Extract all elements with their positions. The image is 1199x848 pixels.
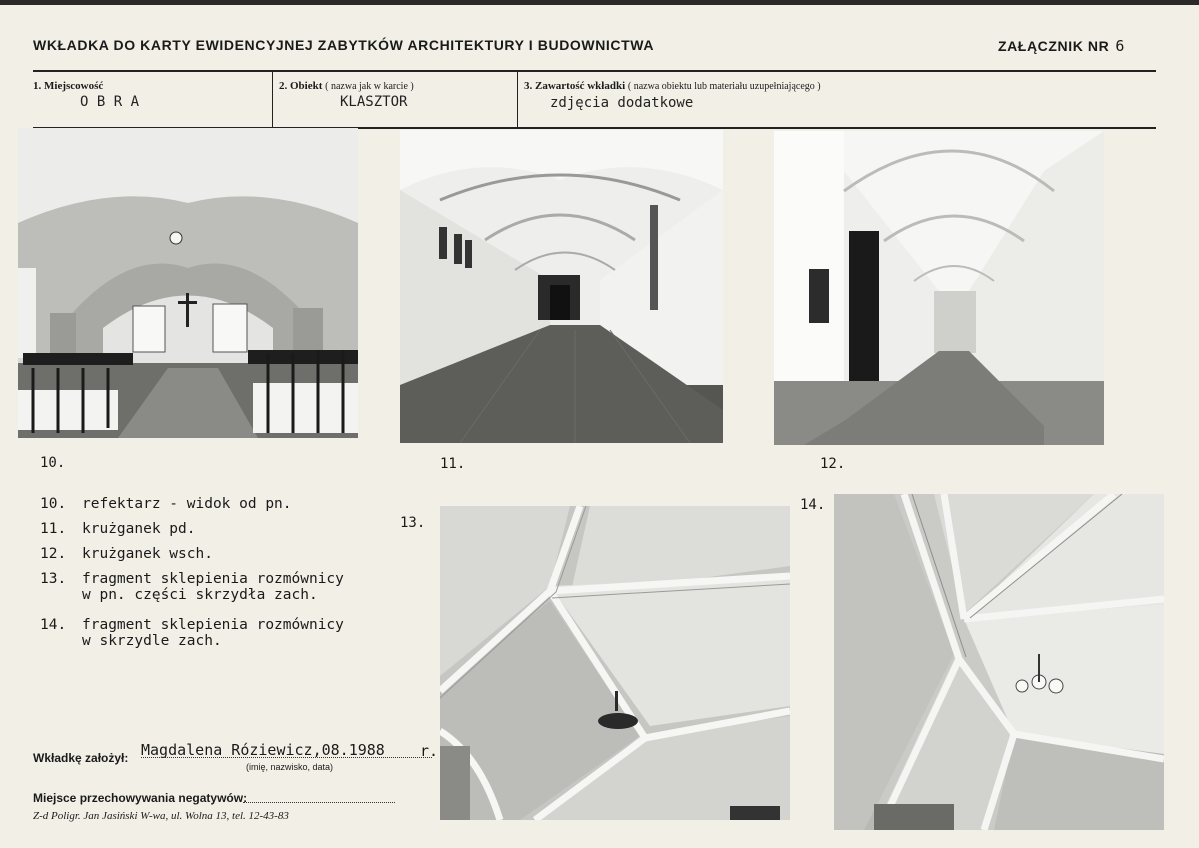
caption-13 — [40, 571, 344, 603]
caption-14 — [40, 617, 344, 649]
divider-top — [33, 70, 1156, 72]
photo-11-number: 11. — [440, 456, 466, 472]
top-border — [0, 0, 1199, 5]
caption-10-text: refektarz - widok od pn. — [82, 496, 292, 512]
caption-13-text-line1: fragment sklepienia rozmównicy — [82, 571, 344, 587]
author-year-suffix: r. — [420, 742, 439, 760]
photo-13-vault-fragment — [440, 506, 790, 820]
caption-11-number: 11. — [40, 521, 67, 537]
author-label: Wkładkę założył: — [33, 751, 129, 765]
field-locality-label: 1. Miejscowość — [33, 80, 104, 92]
caption-14-text-line2: w skrzydle zach. — [82, 633, 222, 649]
field-object-hint: ( nazwa jak w karcie ) — [325, 81, 414, 92]
photo-12-east-cloister — [774, 131, 1104, 445]
photo-14-vault-fragment — [834, 494, 1164, 830]
caption-12-number: 12. — [40, 546, 67, 562]
annex-number: 6 — [1115, 37, 1125, 55]
caption-10 — [40, 496, 292, 512]
negatives-dotted-line — [243, 802, 395, 803]
annex-label-text: ZAŁĄCZNIK NR — [997, 38, 1110, 54]
author-value: Magdalena Róziewicz,08.1988 — [141, 741, 385, 759]
caption-13-text-line2: w pn. części skrzydła zach. — [82, 587, 318, 603]
photo-14-number: 14. — [800, 497, 826, 513]
photo-10-refectory — [18, 128, 358, 438]
annex-label — [998, 37, 1125, 55]
caption-11 — [40, 521, 196, 537]
field-content-label-text: 3. Zawartość wkładki — [524, 80, 626, 92]
field-object-value: KLASZTOR — [340, 94, 408, 110]
caption-12 — [40, 546, 213, 562]
field-object-label-text: 2. Obiekt — [279, 80, 323, 92]
field-divider-2 — [517, 71, 518, 128]
printer-imprint: Z-d Poligr. Jan Jasiński W-wa, ul. Wolna 13, tel. 12-43-83 — [33, 810, 289, 822]
author-dotted-line — [141, 757, 432, 758]
photo-13-number: 13. — [400, 515, 426, 531]
field-object-label — [279, 80, 414, 92]
author-hint: (imię, nazwisko, data) — [246, 762, 334, 772]
photo-11-south-cloister — [400, 130, 723, 443]
field-content-value: zdjęcia dodatkowe — [550, 95, 694, 111]
caption-14-text-line1: fragment sklepienia rozmównicy — [82, 617, 344, 633]
field-divider-1 — [272, 71, 273, 128]
field-content-hint: ( nazwa obiektu lub materiału uzupełniającego ) — [627, 81, 821, 92]
negatives-label: Miejsce przechowywania negatywów: — [33, 791, 248, 805]
caption-12-text: krużganek wsch. — [82, 546, 213, 562]
caption-14-number: 14. — [40, 617, 67, 633]
form-title: WKŁADKA DO KARTY EWIDENCYJNEJ ZABYTKÓW ARCHITEKTURY I BUDOWNICTWA — [33, 37, 655, 53]
caption-11-text: krużganek pd. — [82, 521, 196, 537]
caption-13-number: 13. — [40, 571, 67, 587]
caption-10-number: 10. — [40, 496, 67, 512]
field-content-label — [524, 80, 821, 92]
photo-10-number: 10. — [40, 455, 66, 471]
photo-12-number: 12. — [820, 456, 846, 472]
field-locality-value: O B R A — [80, 94, 140, 110]
